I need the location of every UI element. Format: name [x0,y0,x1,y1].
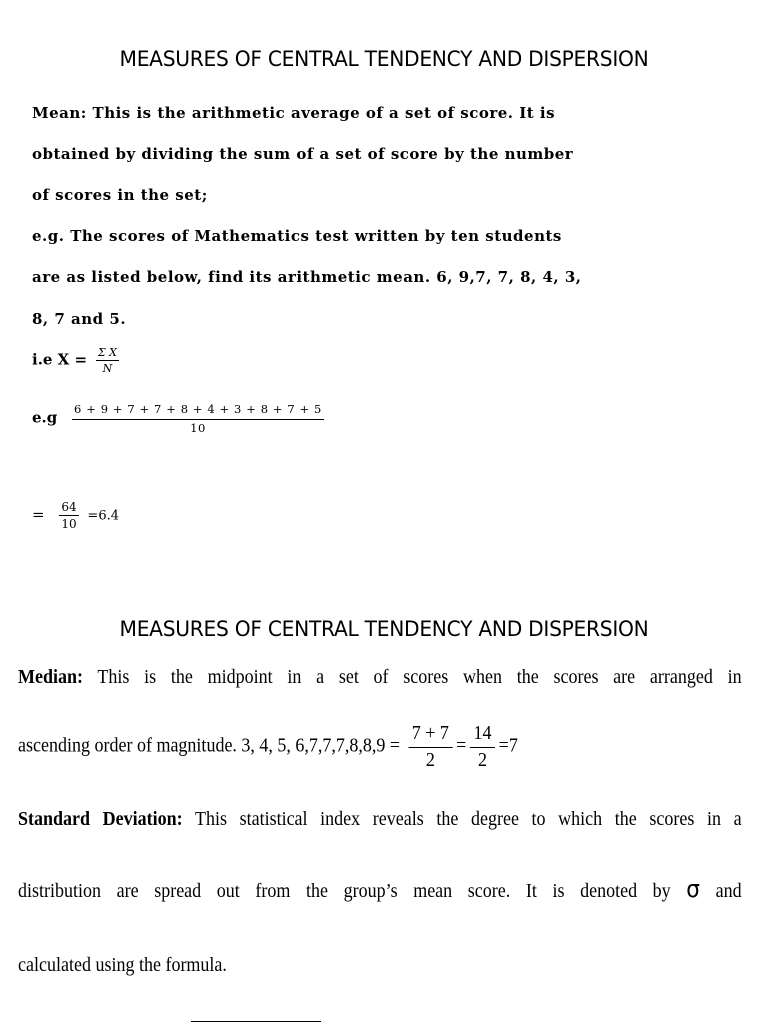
mean-result-numerator: 64 [61,500,77,514]
formula-fraction-bar [191,1021,321,1022]
mean-result-equals: = [32,505,45,524]
median-term: Median: [18,666,83,688]
mean-line-1: Mean: This is the arithmetic average of a set of score. It is [32,104,556,122]
section1-title: MEASURES OF CENTRAL TENDENCY AND DISPERSION [119,47,649,72]
median-fraction-1-numerator: 7 + 7 [408,722,452,748]
mean-example [32,402,324,435]
mean-example-fraction [72,402,324,435]
mean-formula-fraction [96,346,119,375]
section2-title: MEASURES OF CENTRAL TENDENCY AND DISPERSION [119,617,649,642]
median-fraction-2-denominator: 2 [477,749,487,771]
median-text: This is the midpoint in a set of scores when the scores are arranged in [97,666,742,688]
mean-formula-numerator: Σ X [97,346,118,359]
sd-term: Standard Deviation: [18,808,183,830]
mean-line-4: e.g. The scores of Mathematics test written by ten students [32,227,562,245]
median-result: =7 [498,734,518,757]
mean-example-label: e.g [32,408,58,427]
median-fraction-1 [408,722,452,772]
mean-result-value: =6.4 [87,508,119,524]
sd-line-2-end: and [715,880,742,902]
mean-line-3: of scores in the set; [32,186,208,204]
median-mid-equals: = [456,734,467,757]
median-fraction-2 [470,722,495,772]
mean-formula-label: i.e X = [32,350,88,369]
mean-formula [32,346,119,375]
mean-line-2: obtained by dividing the sum of a set of score by the number [32,145,574,163]
median-line-2: ascending order of magnitude. 3, 4, 5, 6,7,7,7,8,8,9 = [18,734,401,757]
median-paragraph-line-1 [18,666,742,689]
sd-paragraph-line-1 [18,808,742,831]
mean-example-numerator: 6 + 9 + 7 + 7 + 8 + 4 + 3 + 8 + 7 + 5 [72,402,324,420]
mean-example-denominator: 10 [190,421,206,435]
mean-result-fraction [59,500,78,531]
mean-formula-denominator: N [102,362,113,375]
median-paragraph-line-2 [18,722,670,772]
mean-line-5: are as listed below, find its arithmetic mean. 6, 9,7, 7, 8, 4, 3, [32,268,582,286]
mean-line-6: 8, 7 and 5. [32,310,127,328]
mean-result-denominator: 10 [61,517,77,531]
sd-paragraph-line-3: calculated using the formula. [18,954,227,976]
median-fraction-2-numerator: 14 [470,722,495,748]
sigma-symbol: σ [686,875,700,903]
sd-paragraph-line-2 [18,875,742,903]
median-fraction-1-denominator: 2 [425,749,435,771]
mean-result [32,500,119,531]
sd-line-2: distribution are spread out from the group’s mean score. It is denoted by [18,880,671,902]
sd-text: This statistical index reveals the degree to which the scores in a [194,808,742,830]
